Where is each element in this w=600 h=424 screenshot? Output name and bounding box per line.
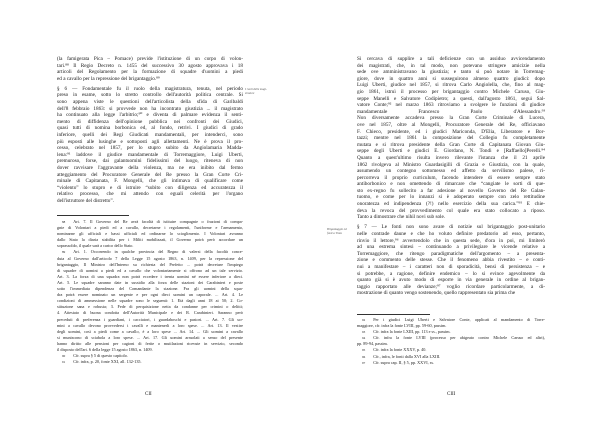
footnote-text: dallo Stato la diaria stabilita per i Militi mobilizzati, il Governo potrà però accordare un <box>57 237 243 243</box>
margin-note <box>327 228 357 235</box>
footnote <box>57 249 243 353</box>
text-line: dell'istruttore del distretto”. <box>57 197 114 204</box>
text-line: inferiore, quelli dei Regi Giudicati mandamentali, per intenderci, sono <box>57 132 243 139</box>
text-line: taggio rapportato alle devianze;⁹⁷ voglio ricordare particolarmente, a di- <box>357 283 545 290</box>
text-line: premuroso, forse, dai galantuomini fidelissimi del luogo, riteneva di non <box>57 158 243 165</box>
text-line: lena:⁹¹ laddove il giudice mandamentale di Torremaggiore, Luigi Uberti, <box>57 151 243 158</box>
text-line: Quanto a quest'ultimo risulta invero rilevante l'istanza che il 21 aprile <box>357 154 545 161</box>
text-line: si potrebbe, a ragione, definire endemico – lo si evince agevolmente da <box>357 270 545 277</box>
footnote-number: 96 <box>362 354 366 359</box>
margin-note <box>245 88 285 95</box>
margin-note-line: Brigantaggio ed <box>327 227 347 231</box>
text-line: quasi tutti di nomina borbonica ed, al fondo, retrivi. I giudici di grado <box>57 125 243 132</box>
text-line: “violento” lo stupro e di istruire “subito con diligenza ed accuratezza il <box>57 184 243 191</box>
text-line: mento di diffidenza dell'opinione pubblica nei confronti dei Giudici, <box>57 118 243 125</box>
footnote-text: dra potrà essere nominato un sergente e per ogni dieci uomini un caporale. ... Art. 4. Le <box>57 292 243 298</box>
footnote-line <box>357 360 545 366</box>
text-line: nelle contrade daune e che ho voluto definire predatorio ad esso, pertanto, <box>357 230 545 237</box>
footnote-text: Cfr. infra la fonte LXIII, pp. 113 e ss., passim. <box>373 329 451 335</box>
footnote-text: degli uomini, così a piedi come a cavallo, è a loro spese ... Art. 14. ... Gli uomini a cavallo <box>57 328 243 334</box>
text-line: seppe degli Uberti e giudici E. Giordano, N. Tondi e [Raffaello]Perelli.⁹⁴ <box>357 148 545 155</box>
footnote-text: nominarne gli ufficiali e bassi ufficiali ed ordinarne lo scioglimento. I Volontari avranno <box>57 231 243 237</box>
footnote-text: si muniscono di sciabola a loro spese. ... Art. 17. Gli uomini arruolati a senso del presente <box>57 334 243 340</box>
text-line: assumendo un contegno sottomesso ed affetto da servilismo palese, ri- <box>357 168 545 175</box>
text-line: mandamentale Francesco Paolo d'Alessandro.⁹³ <box>357 108 545 115</box>
footnote-text: duta al Governo dall'articolo 7 della Legge 15 agosto 1863, n. 1409, per la repressione del <box>57 255 243 261</box>
text-line: più esposti alle lusinghe e sottoposti agli allettamenti. Ne è prova il pro- <box>57 138 243 145</box>
text-line: ed a cavallo per la repressione del brigantaggio.⁸⁹ <box>57 75 160 82</box>
footnote-text: mini a cavallo devono provvedersi i cavalli e mantenerli a loro spese. ... Art. 13. Il vestire <box>57 322 243 328</box>
footnote <box>357 360 545 366</box>
footnote-divider <box>57 215 129 216</box>
text-line: articoli del Regolamento per la formazione di squadre d'uomini a piedi <box>57 69 243 76</box>
footnote-number: 95 <box>362 348 366 353</box>
text-line: Tanto a dimostrare che nihil novi sub sole. <box>357 214 446 221</box>
footnote-text: Art. 3. La forza di una squadra non potrà eccedere i trenta uomini né essere inferiore a dieci. <box>57 273 243 279</box>
text-line: relativo processo, che mi attendo con eguali celerità per l'organo <box>57 191 243 198</box>
footnote-text: maggiore, cfr. infra la fonte LVIII, pp. 59-60, passim. <box>357 323 447 329</box>
text-line: vatore Conte;⁹² nel marzo 1863 ritroviamo a svolgere le funzioni di giudice <box>357 102 545 109</box>
footnote-line <box>57 359 243 365</box>
text-line: ove nel 1857, oltre al Mongelli, Procuratore Generale del Re, officiavano <box>357 121 545 128</box>
text-line: cesso, celebrato nel 1857, per lo stupro subito da Angiolamaria Madda- <box>57 145 243 152</box>
footnote-text: Cfr. infra, p. 20, fonte XXI, all. 132-135. <box>73 359 142 365</box>
footnote-text: Cfr. supra cap. II, § 5, pp. XXVI, ss. <box>373 359 435 365</box>
page-number: CII <box>145 392 152 397</box>
footnote-text: soprassoldo, il quale sarà a carico dello Stato. <box>57 243 134 249</box>
footnote-text: brigantaggio, Il Ministro dell'Interno su richiesta del Prefetto ... potrà decretare l'impiego <box>57 261 243 267</box>
paragraph <box>57 86 243 205</box>
text-line: Non diversamente accadeva presso la Gran Corte Criminale di Lucera, <box>357 115 545 122</box>
text-line: 1862 rivolgeva al Ministro Guardasigilli di Grazia e Giustizia, con la quale, <box>357 161 545 168</box>
body-text <box>357 56 545 297</box>
text-line: deva la revoca del provvedimento col quale era stato collocato a riposo. <box>357 207 545 214</box>
footnote-text: pp. 89-94, passim. <box>357 341 388 347</box>
footnote-number: 88 <box>62 220 66 224</box>
footnote-text: Cfr. infra la fonte XXXV, p. 40. <box>373 347 427 353</box>
footnote-text: di squadre di uomini a piedi ed a cavallo che volontariamente si offrono ad un tale servizio. <box>57 267 243 273</box>
paragraph <box>57 56 243 82</box>
text-line: sede ove amministravano la giustizia; e tanto si può notare in Torremag- <box>357 69 545 76</box>
footnote <box>357 335 545 347</box>
paragraph <box>357 224 545 297</box>
footnote-text: Cfr. supra § 5 di questo capitolo. <box>73 353 128 359</box>
text-line: sto ex-regno fu sollecito a far adesione al novello Governo del Re Galan- <box>357 187 545 194</box>
text-line: tuomo, e come per lo innanzi si è adoperato sempre con zelo rettitudine <box>357 194 545 201</box>
text-line: tari.⁸⁸ Il Regio Decreto n. 1455 del successivo 30 agosto approvava i 18 <box>57 62 243 69</box>
footnote-text: Per i giudici Luigi Uberti e Salvatore Conte, applicati al mandamento di Torre- <box>373 317 545 322</box>
text-line: § 6 — Fondamentale fu il ruolo della magistratura, tenuta, nel periodo <box>57 85 243 92</box>
footnote-text: stituzione sana e robusta; 3. Fede di perquisizione netta da condanne per crimini o delitti; <box>57 304 243 310</box>
text-line: minale di Capitanata, F. Mongelli, che gli intimava di qualificare come <box>57 178 243 185</box>
text-line: atteggiamento del Procuratore Generale del Re presso la Gran Corte Cri- <box>57 171 243 178</box>
margin-note-line: strature <box>245 90 255 95</box>
footnote-text: preceduti di preferenza i guardiani, i cacciatori, i guardaboschi e pastori. ... Art. 7. Gli uo- <box>57 316 243 322</box>
text-line: ad una estrema sintesi – continuando a privilegiare le vicende relative a <box>357 244 545 251</box>
text-line: rinvio il lettore,⁹⁶ avvertendolo che in questa sede, d'ora in poi, mi limiterò <box>357 237 545 244</box>
text-line: onoratezza ed indipendenza (?!) nello esercizio della sua carica.”⁹⁵ E chie- <box>357 201 545 208</box>
text-line: dover ravvisare l'aggravante della violenza, ma ne era inibito dal fermo <box>57 165 243 171</box>
footnote-text: gnie di Volontari a piedi ed a cavallo, decretarne i regolamenti, l'uniforme e l'armamento, <box>57 225 243 231</box>
footnote-number: 91 <box>62 360 66 365</box>
text-line: Torremaggiore, che ritengo paradigmatiche dell'argomento – a presenta- <box>357 250 545 257</box>
text-line: § 7 — Le fonti non sono avare di notizie sul brigantaggio post-unitario <box>357 224 545 231</box>
text-line: ha continuato alla legge l'arbitrio;⁹⁰ e diventa di palmare evidenza il senti- <box>57 112 243 119</box>
text-line: seppe Manelli e Salvatore Codipietro; a questi, dall'agosto 1861, seguì Sal- <box>357 95 545 102</box>
text-line: zione e commento delle stesse. Che il fenomeno abbia rivestito – e conti- <box>357 257 545 264</box>
text-line: Luigi Uberti, giudice nel 1857, si ritrova Carlo Angiolella, che, fino al mag- <box>357 82 545 89</box>
footnote-text: Cfr. infra la fonte LVIII (processo per abigeato contro Michele Caruso ed altri), <box>373 335 545 341</box>
footnote-divider <box>357 314 430 315</box>
paragraph <box>357 56 545 221</box>
footnote-text: Art. 5. Le squadre saranno date in sussidio alla forza delle stazioni dei Carabinieri e poste <box>57 279 243 285</box>
text-line: antiborbonico e non omettendo di rimarcare che “cangiate le sorti di que- <box>357 181 545 188</box>
footnote-text: 4. Attestato di buona condotta dell'Autorità Municipale e dei R. Carabinieri. Saranno però <box>57 310 243 316</box>
text-line: giore, dove in quattro anni si susseguirono almeno quattro giudici: dopo <box>357 75 545 82</box>
text-line: percorreva il proprio curriculum, facendo intendere di essere sempre stato <box>357 174 545 181</box>
text-line: sono appena viste le questioni dell'articolista della sfida di Garibaldi <box>57 99 243 106</box>
footnotes <box>357 317 545 366</box>
text-line: mutata e si ritrova presidente della Gran Corte di Capitanata Giovan Giu- <box>357 141 545 148</box>
body-text <box>57 56 243 205</box>
footnote-text: condizioni di ammessione nelle squadre sono le seguenti: 1. Età dagli anni 18 ai 50; 2. Co- <box>57 298 243 304</box>
footnote <box>357 317 545 329</box>
text-line: dell'8 febbraio 1863: si provvede non ha incontrato giustizia ... il magistrato <box>57 105 243 112</box>
text-line: (la famigerata Pica – Pomace) previde l'istituzione di un corpo di volon- <box>57 56 243 62</box>
footnote-text: Art. 7. Il Governo del Re avrà facoltà di istituire compagnie o frazioni di compa- <box>73 219 243 224</box>
text-line: mostrazione di quanto vengo sostenendo, quello rappresentato sia prima che <box>357 290 516 297</box>
text-line: preso in esame, sotto lo stretto controllo dell'autorità politica centrale. Si <box>57 92 243 99</box>
footnote-number: 94 <box>362 336 366 341</box>
footnote-number: 97 <box>362 360 366 365</box>
footnote <box>57 359 243 365</box>
margin-note-line: fonti a Troia <box>327 230 342 235</box>
page-number: CIII <box>447 392 456 397</box>
text-line: gio 1861, istruì il processo per brigantaggio contro Michele Caruso, Giu- <box>357 88 545 95</box>
text-line: Si cercava di supplire a tali deficienze con un assiduo avvicendamento <box>357 56 545 62</box>
footnote-text: Cfr., infra, le fonti dalla XVI alla LXIII. <box>373 353 441 359</box>
footnote-text: il disposto dell'art. 6 della legge 15 agosto 1863, n. 1409. <box>57 346 153 352</box>
footnote-number: 93 <box>362 330 366 335</box>
footnote <box>57 219 243 249</box>
footnote-number: 89 <box>62 250 66 255</box>
text-line: dei magistrati, che, in tal modo, non potevano stringere amicizie nella <box>357 62 545 69</box>
footnote-number: 90 <box>62 354 66 359</box>
footnote-text: Art. 1. Occorrendo in qualche provincia del Regno di valersi della facoltà conce- <box>73 249 243 255</box>
footnote-text: hanno diritto alle pensioni per cagioni di ferite o mutilazioni ricevute in servizio, secondo <box>57 340 243 346</box>
footnote-number: 92 <box>362 318 366 322</box>
footnotes <box>57 219 243 365</box>
text-line: nui a manifestare – i caratteri non di sporadicità, bensì di persistenza – e <box>357 263 545 270</box>
right-page <box>300 0 600 424</box>
footnote-text: sotto l'immediata dipendenza del Comandante la stazione. Fra gli uomini della squa- <box>57 286 243 292</box>
text-line: tazzi; mentre nel 1861 la composizione del Collegio fu completamente <box>357 135 545 142</box>
text-line: quanto già si è avuto modo di esporre in via generale in ordine al brigan- <box>357 277 545 284</box>
margin-note-line: I ruoli delle magi- <box>245 87 267 91</box>
text-line: F. Chieco, presidente, ed i giudici Mariconda, D'Elia, Liberatore e Bor- <box>357 128 545 135</box>
